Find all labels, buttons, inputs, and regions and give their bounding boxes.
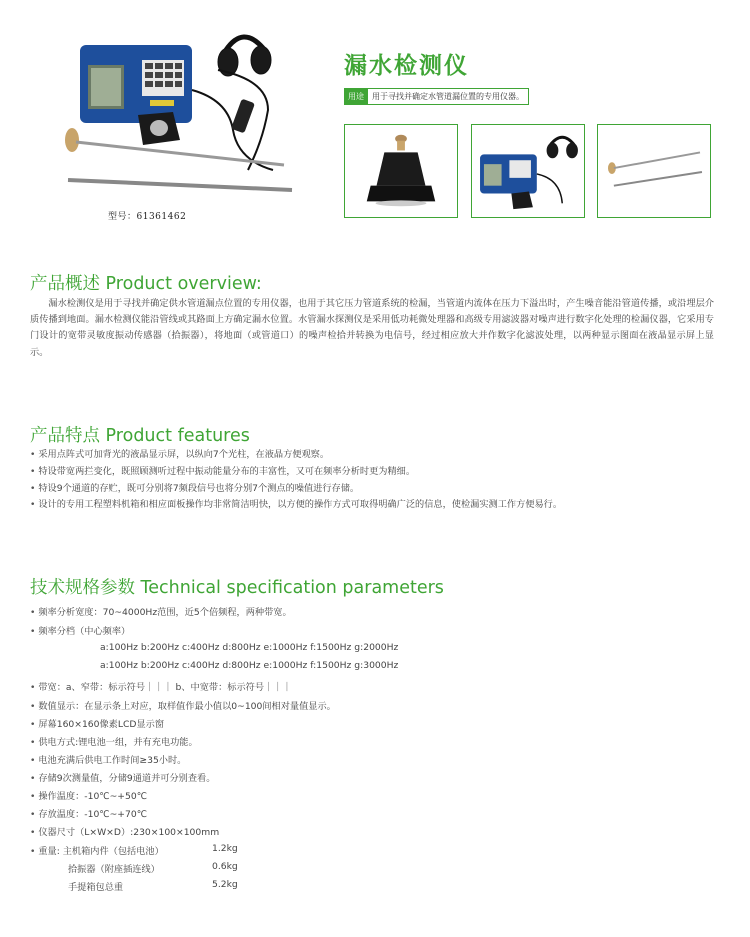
- spec-power: • 供电方式:锂电池一组，并有充电功能。: [30, 734, 198, 748]
- model-number: 型号：61361462: [108, 212, 187, 222]
- spec-freq-range: • 频率分析宽度：70~4000Hz范围，近5个倍频程，两种带宽。: [30, 604, 292, 618]
- features-heading: 产品特点 Product features: [30, 426, 250, 446]
- product-title: 漏水检测仪: [344, 53, 469, 79]
- feature-item: • 特设9个通道的存贮，既可分别将7频段信号也将分别7个测点的噪值进行存储。: [30, 481, 720, 498]
- overview-paragraph: 漏水检测仪是用于寻找并确定供水管道漏点位置的专用仪器，也用于其它压力管道系统的检漏，当管道内流体在压力下溢出时，产生噪音能沿管道传播，或沿埋层介质传播到地面。漏水检测仪能沿管线或其路面上方确定漏水位置。水管漏水探测仪是采用低功耗微处理器和高级专用滤波器对噪声进行数字化处理的检漏仪器，它采用专门设计的宽带灵敏度振动传感器（拾振器），将地面（或管道口）的噪声检拾并转换为电信号，经过相应放大并作数字化滤波处理，以两种显示图面在液晶显示屏上显示。: [30, 298, 714, 358]
- thumbnail-probe-rods[interactable]: [597, 124, 711, 218]
- spec-freq-row-1: a:100Hz b:200Hz c:400Hz d:800Hz e:1000Hz f:1500Hz g:2000Hz: [100, 642, 399, 653]
- thumbnail-sensor[interactable]: [344, 124, 458, 218]
- spec-weight-pickup: 0.6kg: [212, 861, 238, 872]
- spec-weight-label: • 重量: 主机箱内件（包括电池）: [30, 843, 164, 857]
- sensor-image: [138, 112, 180, 145]
- spec-freq-row-2: a:100Hz b:200Hz c:400Hz d:800Hz e:1000Hz f:1500Hz g:3000Hz: [100, 660, 399, 671]
- spec-display: • 数值显示：在显示条上对应，取样值作最小值以0~100间相对量值显示。: [30, 698, 336, 712]
- spec-screen: • 屏幕160×160像素LCD显示窗: [30, 716, 164, 730]
- headphones-image: [218, 37, 271, 76]
- spec-freq-gear: • 频率分档（中心频率）: [30, 623, 130, 637]
- feature-item: • 设计的专用工程塑料机箱和相应面板操作均非常简洁明快，以方便的操作方式可取得明确广泛的信息，使检漏实测工作方便易行。: [30, 497, 720, 514]
- feature-item: • 采用点阵式可加背光的液晶显示屏，以纵向7个光柱，在液晶方便观察。: [30, 447, 720, 464]
- spec-battery: • 电池充满后供电工作时间≥35小时。: [30, 752, 186, 766]
- spec-storage: • 存储9次测量值，分储9通道并可分别查看。: [30, 770, 215, 784]
- purpose-text: 用于寻找并确定水管道漏位置的专用仪器。: [368, 88, 529, 105]
- features-list: [30, 447, 720, 514]
- spec-weight-main: 1.2kg: [212, 843, 238, 854]
- feature-item: • 特设带宽两拦变化，既照顾测听过程中振动能量分布的丰富性，又可在频率分析时更为精细。: [30, 464, 720, 481]
- spec-size: • 仪器尺寸（L×W×D）:230×100×100mm: [30, 824, 219, 838]
- main-product-photo: [58, 20, 298, 205]
- spec-weight-total: 5.2kg: [212, 879, 238, 890]
- specs-heading: 技术规格参数 Technical specification parameters: [30, 578, 444, 598]
- spec-op-temp: • 操作温度：-10℃~+50℃: [30, 788, 147, 802]
- overview-heading: 产品概述 Product overview:: [30, 274, 262, 294]
- purpose-tag: 用途: [344, 88, 368, 105]
- purpose-row: [344, 88, 529, 105]
- thumbnail-main-unit[interactable]: [471, 124, 585, 218]
- main-unit-image: [80, 45, 192, 123]
- spec-store-temp: • 存放温度：-10℃~+70℃: [30, 806, 147, 820]
- spec-weight-total-label: 手提箱包总重: [68, 882, 124, 893]
- spec-weight-pickup-label: 拾振器（附座插连线）: [68, 864, 160, 875]
- spec-bandwidth: • 带宽：a、窄带：标示符号｜｜｜ b、中宽带：标示符号｜｜｜: [30, 679, 292, 693]
